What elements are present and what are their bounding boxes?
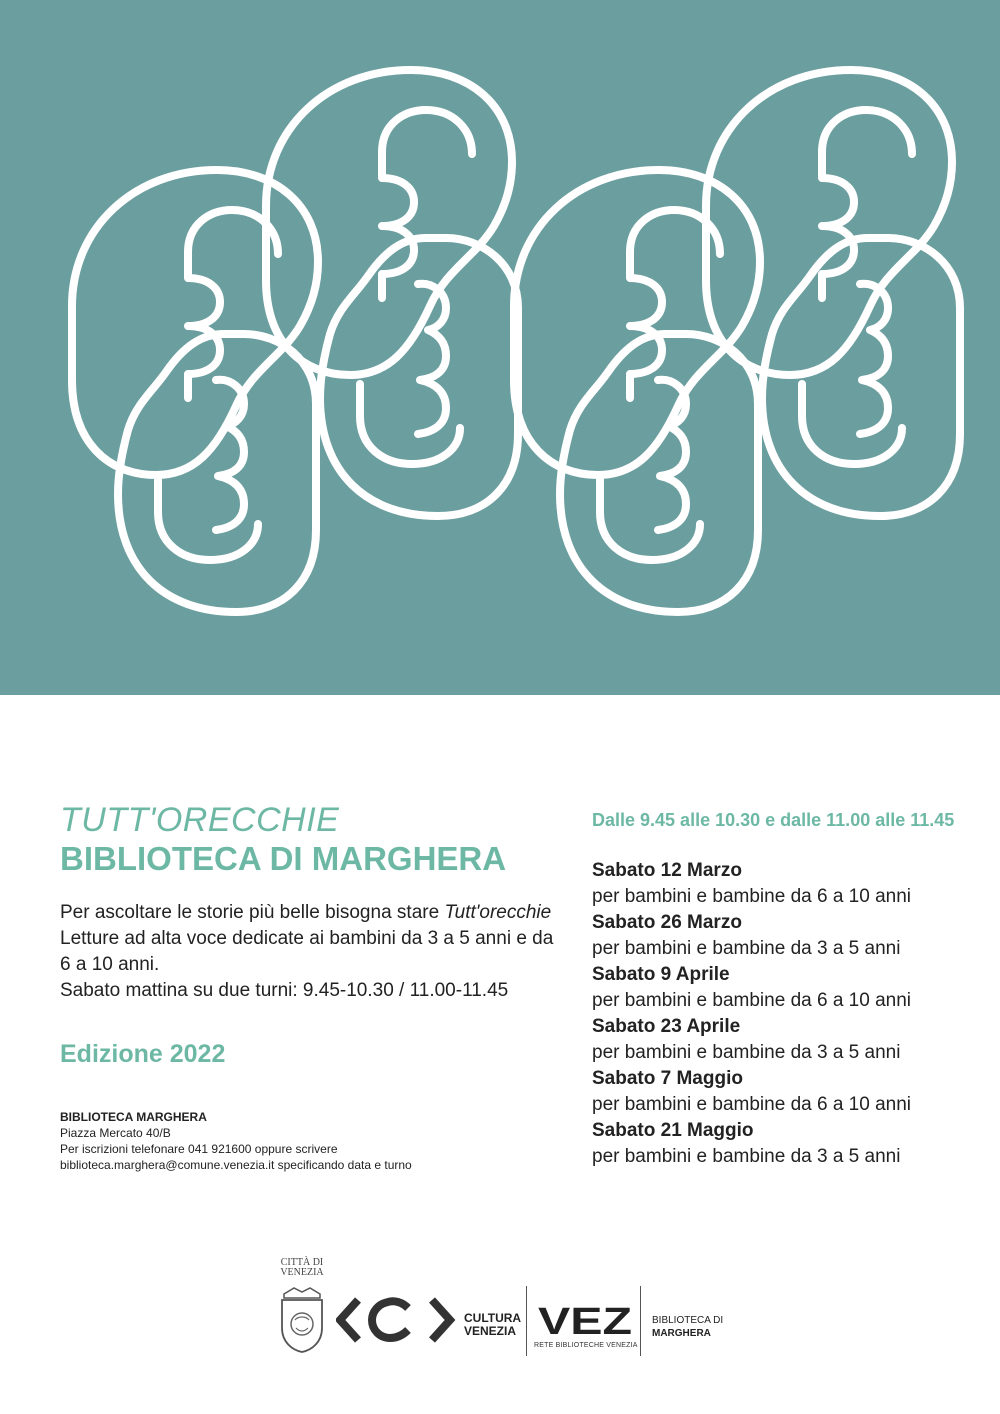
contact-info bbox=[60, 1109, 560, 1173]
header-banner bbox=[0, 0, 1000, 695]
intro-emphasis: Tutt'orecchie bbox=[444, 902, 552, 923]
cultura-venezia-label: CULTURA VENEZIA bbox=[464, 1311, 522, 1338]
schedule-date: Sabato 21 Maggio bbox=[592, 1120, 754, 1141]
vez-logo-mark bbox=[538, 1302, 632, 1338]
schedule-date: Sabato 26 Marzo bbox=[592, 912, 742, 933]
contact-phone: Per iscrizioni telefonare 041 921600 oppure scrivere bbox=[60, 1142, 338, 1156]
schedule-audience: per bambini e bambine da 6 a 10 anni bbox=[592, 886, 912, 907]
schedule-date: Sabato 12 Marzo bbox=[592, 860, 742, 881]
intro-line-1: Per ascoltare le storie più belle bisogna stare Tutt'orecchie bbox=[60, 902, 552, 923]
contact-email[interactable]: biblioteca.marghera@comune.venezia.it specificando data e turno bbox=[60, 1158, 412, 1172]
schedule-date: Sabato 7 Maggio bbox=[592, 1068, 743, 1089]
intro-line-2: Letture ad alta voce dedicate ai bambini da 3 a 5 anni e da 6 a 10 anni. bbox=[60, 928, 554, 975]
intro-text bbox=[60, 900, 560, 1004]
schedule-hours: Dalle 9.45 alle 10.30 e dalle 11.00 alle 11.45 bbox=[592, 810, 955, 830]
contact-name: BIBLIOTECA MARGHERA bbox=[60, 1110, 207, 1124]
schedule-date: Sabato 9 Aprile bbox=[592, 964, 730, 985]
schedule-audience: per bambini e bambine da 6 a 10 anni bbox=[592, 990, 912, 1011]
schedule-item bbox=[592, 962, 972, 1014]
edition-label: Edizione 2022 bbox=[60, 1040, 226, 1068]
logo-divider bbox=[640, 1286, 641, 1356]
contact-address: Piazza Mercato 40/B bbox=[60, 1126, 171, 1140]
schedule-section bbox=[592, 808, 972, 1170]
schedule-list bbox=[592, 858, 972, 1170]
schedule-audience: per bambini e bambine da 3 a 5 anni bbox=[592, 1146, 901, 1167]
venezia-crest-icon bbox=[278, 1284, 326, 1354]
schedule-item bbox=[592, 1066, 972, 1118]
schedule-item bbox=[592, 1014, 972, 1066]
schedule-item bbox=[592, 1118, 972, 1170]
schedule-audience: per bambini e bambine da 3 a 5 anni bbox=[592, 1042, 901, 1063]
schedule-item bbox=[592, 858, 972, 910]
logo-strip bbox=[270, 1256, 750, 1376]
schedule-audience: per bambini e bambine da 6 a 10 anni bbox=[592, 1094, 912, 1115]
schedule-date: Sabato 23 Aprile bbox=[592, 1016, 741, 1037]
event-kicker: TUTT'ORECCHIE bbox=[60, 801, 340, 839]
logo-divider bbox=[526, 1286, 527, 1356]
svg-text:VEZ: VEZ bbox=[538, 1302, 632, 1338]
intro-section bbox=[60, 800, 560, 1173]
biblioteca-marghera-logo: BIBLIOTECA DI MARGHERA bbox=[652, 1315, 724, 1339]
schedule-audience: per bambini e bambine da 3 a 5 anni bbox=[592, 938, 901, 959]
cultura-venezia-mark-icon bbox=[336, 1294, 458, 1346]
schedule-item bbox=[592, 910, 972, 962]
citta-di-venezia-label: CITTÀ DI VENEZIA bbox=[280, 1257, 324, 1278]
library-title: BIBLIOTECA DI MARGHERA bbox=[60, 840, 507, 877]
intro-line-3: Sabato mattina su due turni: 9.45-10.30 / 11.00-11.45 bbox=[60, 980, 509, 1001]
vez-subtitle: RETE BIBLIOTECHE VENEZIA bbox=[534, 1342, 638, 1349]
ears-illustration bbox=[0, 0, 1000, 695]
